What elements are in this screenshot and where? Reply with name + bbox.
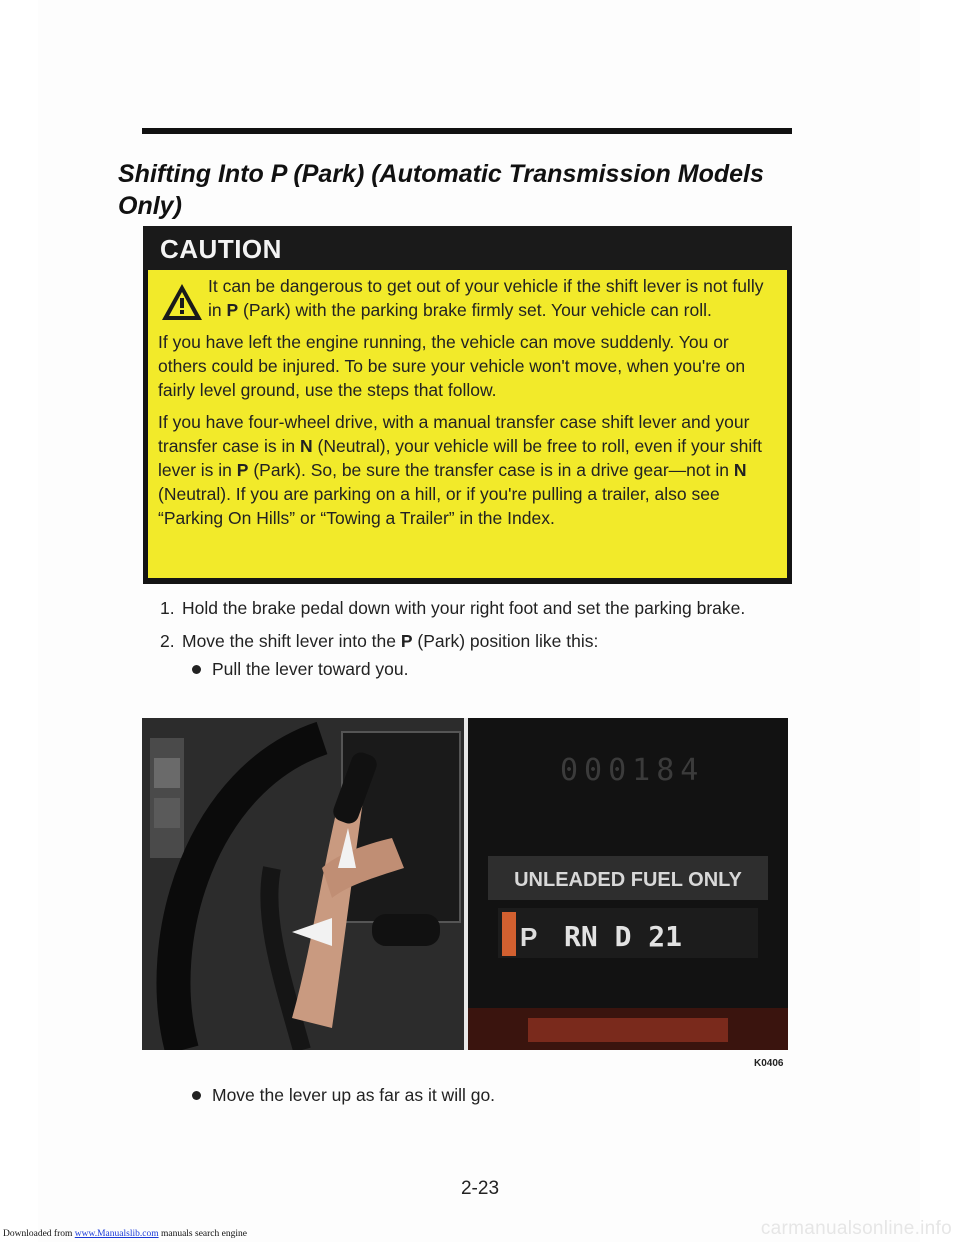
download-footer: Downloaded from www.Manualslib.com manuals search engine (3, 1229, 247, 1239)
shift-lever-photo (142, 718, 788, 1050)
photo-code: K0406 (754, 1058, 784, 1069)
caution-heading: CAUTION (143, 226, 792, 270)
section-title: Shifting Into P (Park) (Automatic Transmission Models Only) (118, 160, 764, 220)
bullet-pull-lever: Pull the lever toward you. (160, 657, 780, 681)
photo-instrument-cluster (468, 718, 788, 1050)
warning-triangle-icon (160, 282, 204, 322)
caution-paragraph-3: If you have four-wheel drive, with a manual transfer case shift lever and your transfer case is in N (Neutral), your vehicle will be free to roll, even if your shift lever is in P (Park). So, be sure the transfer case is in a drive gear—not in N (Neutral). If you are parking on a hill, or if you're pulling a trailer, also see “Parking On Hills” or “Towing a Trailer” in the Index. (158, 412, 762, 528)
odometer-readout: 000184 (560, 753, 705, 788)
page-number: 2-23 (460, 1178, 500, 1199)
gear-letters: RN D 21 (564, 920, 683, 953)
manualslib-link[interactable]: www.Manualslib.com (74, 1229, 159, 1239)
fuel-label: UNLEADED FUEL ONLY (514, 869, 742, 891)
bullet-dot-icon (192, 665, 201, 674)
caution-paragraph-1: It can be dangerous to get out of your vehicle if the shift lever is not fully in P (Park) with the parking brake firmly set. Your vehicle can roll. (208, 276, 764, 320)
step-2: 2. Move the shift lever into the P (Park) position like this: Pull the lever toward you. (160, 629, 780, 681)
bullet-dot-icon (192, 1091, 201, 1100)
step-1: 1. Hold the brake pedal down with your right foot and set the parking brake. (160, 598, 746, 618)
caution-body (148, 270, 787, 578)
steps-list (160, 596, 780, 690)
steering-wheel-illustration (142, 718, 464, 1050)
gear-p: P (520, 922, 538, 952)
photo-hand-on-lever (142, 718, 464, 1050)
watermark: carmanualsonline.info (760, 1218, 952, 1239)
caution-box (143, 226, 792, 584)
header-rule (142, 128, 792, 134)
bullet-move-lever-up: Move the lever up as far as it will go. (192, 1083, 495, 1107)
gear-indicator-display (468, 718, 788, 1050)
caution-paragraph-2: If you have left the engine running, the vehicle can move suddenly. You or others could be injured. To be sure your vehicle won't move, when you're on fairly level ground, use the steps that follow. (158, 332, 746, 400)
